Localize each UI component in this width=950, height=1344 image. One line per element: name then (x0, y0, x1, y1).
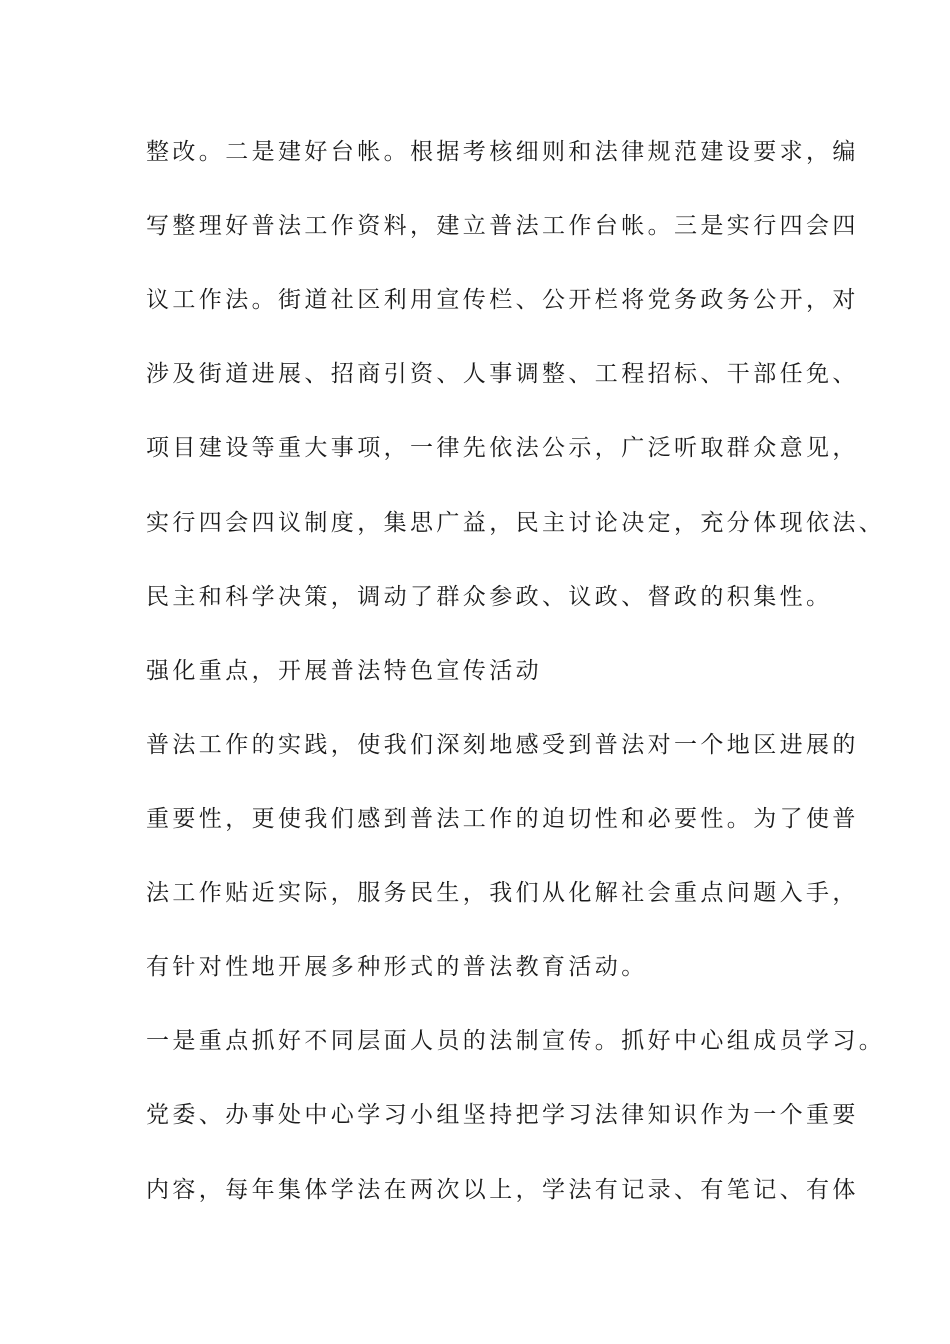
text-line-10: 重要性，更使我们感到普法工作的迫切性和必要性。为了使普 (146, 806, 859, 832)
text-line-12: 有针对性地开展多种形式的普法教育活动。 (146, 954, 648, 980)
text-line-4: 涉及街道进展、招商引资、人事调整、工程招标、干部任免、 (146, 361, 859, 387)
text-line-1: 整改。二是建好台帐。根据考核细则和法律规范建设要求，编 (146, 139, 859, 165)
text-line-13: 一是重点抓好不同层面人员的法制宣传。抓好中心组成员学习。 (146, 1028, 886, 1054)
text-line-3: 议工作法。街道社区利用宣传栏、公开栏将党务政务公开，对 (146, 287, 859, 313)
text-line-2: 写整理好普法工作资料，建立普法工作台帐。三是实行四会四 (146, 213, 859, 239)
text-line-9: 普法工作的实践，使我们深刻地感受到普法对一个地区进展的 (146, 732, 859, 758)
text-line-7: 民主和科学决策，调动了群众参政、议政、督政的积集性。 (146, 584, 833, 610)
text-line-6: 实行四会四议制度，集思广益，民主讨论决定，充分体现依法、 (146, 510, 886, 536)
text-line-11: 法工作贴近实际，服务民生，我们从化解社会重点问题入手， (146, 880, 859, 906)
text-line-14: 党委、办事处中心学习小组坚持把学习法律知识作为一个重要 (146, 1102, 859, 1128)
text-line-5: 项目建设等重大事项，一律先依法公示，广泛听取群众意见， (146, 435, 859, 461)
section-heading: 强化重点，开展普法特色宣传活动 (146, 658, 542, 684)
text-line-15: 内容，每年集体学法在两次以上，学法有记录、有笔记、有体 (146, 1177, 859, 1203)
